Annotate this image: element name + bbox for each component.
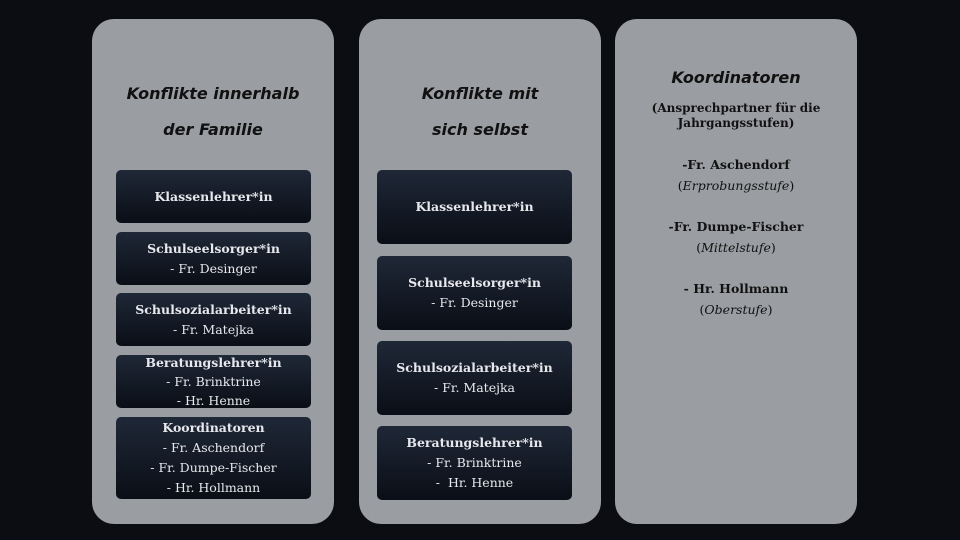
box-line: - Fr. Desinger [431, 295, 518, 310]
box-title: Schulsozialarbeiter*in [135, 301, 292, 317]
contact-box-schulseelsorger [377, 256, 572, 330]
coordinator-stage: (Erprobungsstufe) [677, 178, 795, 193]
box-line: - Fr. Dumpe-Fischer [150, 460, 277, 475]
panel-coordinators [615, 19, 857, 524]
box-line: - Fr. Aschendorf [162, 440, 265, 455]
panel-title-line1: Konflikte mit [421, 84, 539, 103]
box-title: Schulseelsorger*in [408, 275, 541, 290]
panel-title-line2: sich selbst [432, 120, 528, 139]
panel-title-line2: der Familie [163, 120, 263, 139]
coordinator-name: -Fr. Dumpe-Fischer [668, 219, 804, 234]
box-line: - Fr. Brinktrine [166, 374, 261, 389]
contact-box-klassenlehrer [377, 170, 572, 244]
box-line: - Hr. Henne [176, 393, 251, 408]
coordinator-dumpe-fischer [615, 216, 857, 258]
coordinator-stage: (Mittelstufe) [696, 240, 776, 255]
box-title: Schulsozialarbeiter*in [396, 360, 553, 375]
box-title: Klassenlehrer*in [415, 199, 534, 214]
box-line: - Fr. Brinktrine [427, 455, 522, 470]
panel-title-line1: Konflikte innerhalb [126, 84, 300, 103]
contact-box-schulseelsorger [116, 232, 311, 285]
panel-subtitle [615, 101, 857, 131]
box-line: - Fr. Matejka [173, 321, 254, 337]
subtitle-line1: (Ansprechpartner für die [651, 101, 821, 115]
contact-box-beratungslehrer [116, 355, 311, 408]
contact-box-klassenlehrer [116, 170, 311, 223]
panel-title: Koordinatoren [671, 68, 801, 87]
box-line: - Fr. Desinger [170, 260, 257, 276]
coordinator-hollmann [615, 278, 857, 320]
box-title: Beratungslehrer*in [406, 435, 543, 450]
coordinator-name: -Fr. Aschendorf [682, 157, 790, 172]
contact-box-schulsozialarbeiter [377, 341, 572, 415]
contact-box-beratungslehrer [377, 426, 572, 500]
box-title: Koordinatoren [162, 420, 265, 435]
box-title: Beratungslehrer*in [145, 355, 282, 370]
coordinator-name: - Hr. Hollmann [683, 281, 789, 296]
box-line: - Hr. Henne [435, 475, 514, 490]
box-title: Klassenlehrer*in [154, 188, 273, 204]
box-title: Schulseelsorger*in [147, 240, 280, 256]
panel-family-conflicts [92, 19, 334, 524]
box-line: - Hr. Hollmann [166, 480, 261, 495]
coordinator-stage: (Oberstufe) [699, 302, 773, 317]
panel-self-conflicts [359, 19, 601, 524]
contact-box-schulsozialarbeiter [116, 293, 311, 346]
coordinator-aschendorf [615, 154, 857, 196]
contact-box-koordinatoren [116, 417, 311, 499]
subtitle-line2: Jahrgangsstufen) [677, 116, 795, 130]
box-line: - Fr. Matejka [434, 380, 515, 395]
